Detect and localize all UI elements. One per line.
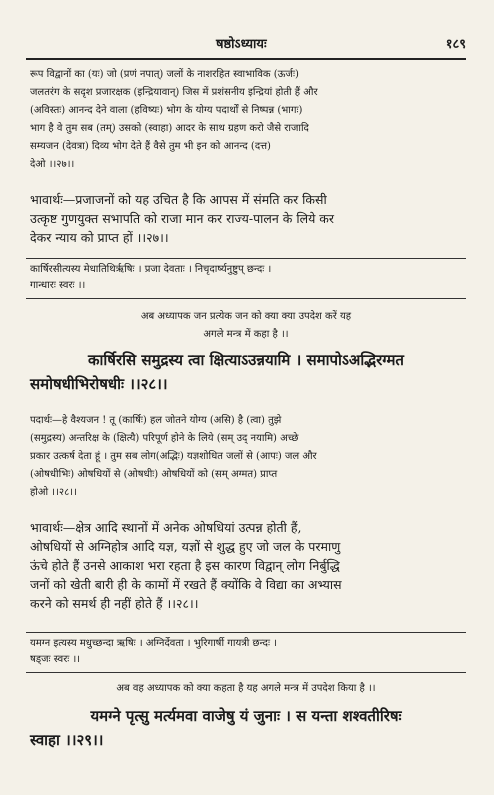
- mantra-28-intro: [30, 308, 462, 344]
- mantra-29: [30, 704, 462, 752]
- text-line: रूप विद्वानों का (यः) जो (प्रणं नपात्) जलों के नाशरहित स्वाभाविक (ऊर्जः): [30, 69, 299, 80]
- text-line: करने को समर्थ ही नहीं होते हैं ।।२८।।: [30, 596, 199, 611]
- bhavartha-28: [30, 518, 462, 613]
- text-line: जलतरंग के सदृश प्रजारक्षक (इन्द्रियावान्) जिस में प्रशंसनीय इन्द्रियां होती हैं और: [30, 87, 318, 98]
- text-line: (समुद्रस्य) अन्तरिक्ष के (क्षित्यै) परिपूर्ण होने के लिये (सम् उद् नयामि) अच्छे: [30, 433, 299, 444]
- padartha-27-continuation: [30, 66, 462, 174]
- mantra-line: स्वाहा ।।२९।।: [30, 731, 104, 749]
- page-header: [0, 34, 494, 56]
- text-line: ऊंचे होते हैं उनसे आकाश भरा रहता है इस कारण विद्वान् लोग निर्बुद्धि: [30, 558, 340, 573]
- svara-line: गान्धारः स्वरः ।।: [30, 280, 86, 291]
- mantra-29-intro: [30, 680, 462, 698]
- text-line: होओ ।।२८।।: [30, 487, 77, 498]
- text-line: देओ ।।२७।।: [30, 159, 75, 170]
- text-line: (ओषधीभिः) ओषधियों से (ओषधीः) ओषधियों को (सम् अग्मत) प्राप्त: [30, 469, 278, 480]
- section-divider: [26, 298, 466, 299]
- mantra-line: कार्षिरसि समुद्रस्य त्वा क्षित्याऽउन्नयामि । समापोऽअद्भिरग्मत: [88, 351, 404, 369]
- section-divider: [26, 258, 466, 259]
- mantra-28-meta: [30, 262, 462, 294]
- page-number: १८९: [445, 37, 466, 52]
- text-line: जनों को खेती बारी ही के कामों में रखते हैं क्योंकि वे विद्या का अभ्यास: [30, 577, 342, 592]
- intro-line: अगले मन्त्र में कहा है ।।: [203, 329, 289, 340]
- intro-line: अब अध्यापक जन प्रत्येक जन को क्या क्या उपदेश करें यह: [140, 311, 352, 322]
- text-line: सम्यजन (देवत्रा) दिव्य भोग देते हैं वैसे तुम भी इन को आनन्द (दत्त): [30, 141, 271, 152]
- text-line: प्रकार उत्कर्ष देता हूं । तुम सब लोग(अद्भिः) यज्ञशोधित जलों से (आपः) जल और: [30, 451, 317, 462]
- bhavartha-27: [30, 190, 462, 247]
- mantra-line: समोषधीभिरोषधीः ।।२८।।: [30, 375, 168, 393]
- text-line: उत्कृष्ट गुणयुक्त सभापति को राजा मान कर राज्य-पालन के लिये कर: [30, 211, 335, 226]
- header-rule: [26, 58, 466, 60]
- intro-line: अब वह अध्यापक को क्या कहता है यह अगले मन्त्र में उपदेश किया है ।।: [116, 683, 376, 694]
- rishi-devata-line: कार्षिरसीत्यस्य मेधातिथिर्ऋषिः । प्रजा देवताः । निचृदार्ष्यनुष्टुप् छन्दः ।: [30, 264, 272, 275]
- text-line: ओषधियों से अग्निहोत्र आदि यज्ञ, यज्ञों से शुद्ध हुए जो जल के परमाणु: [30, 539, 341, 554]
- padartha-28: [30, 412, 462, 502]
- text-line: देकर न्याय को प्राप्त हों ।।२७।।: [30, 230, 169, 245]
- text-line: भाग है वे तुम सब (तम्) उसको (स्वाहा) आदर के साथ ग्रहण करो जैसे राजादि: [30, 123, 309, 134]
- mantra-29-meta: [30, 636, 462, 668]
- section-divider: [26, 632, 466, 633]
- section-divider: [26, 672, 466, 673]
- text-line: पदार्थः—हे वैश्यजन ! तू (कार्षिः) हल जोतने योग्य (असि) है (त्वा) तुझे: [30, 415, 282, 426]
- text-line: (अविस्तः) आनन्द देने वाला (हविष्यः) भोग के योग्य पदार्थों से निष्पन्न (भागः): [30, 105, 303, 116]
- rishi-devata-line: यमग्न इत्यस्य मधुच्छन्दा ऋषिः । अग्निर्देवता । भुरिगार्षी गायत्री छन्दः ।: [30, 638, 277, 649]
- text-line: भावार्थः—प्रजाजनों को यह उचित है कि आपस में संमति कर किसी: [30, 192, 327, 207]
- mantra-28: [30, 348, 462, 396]
- svara-line: षड्जः स्वरः ।।: [30, 654, 81, 665]
- text-line: भावार्थः—क्षेत्र आदि स्थानों में अनेक ओषधियां उत्पन्न होती हैं,: [30, 520, 302, 535]
- mantra-line: यमग्ने पृत्सु मर्त्यमवा वाजेषु यं जुनाः । स यन्ता शश्वतीरिषः: [90, 707, 402, 725]
- chapter-title: षष्ठोऽध्यायः: [216, 37, 267, 52]
